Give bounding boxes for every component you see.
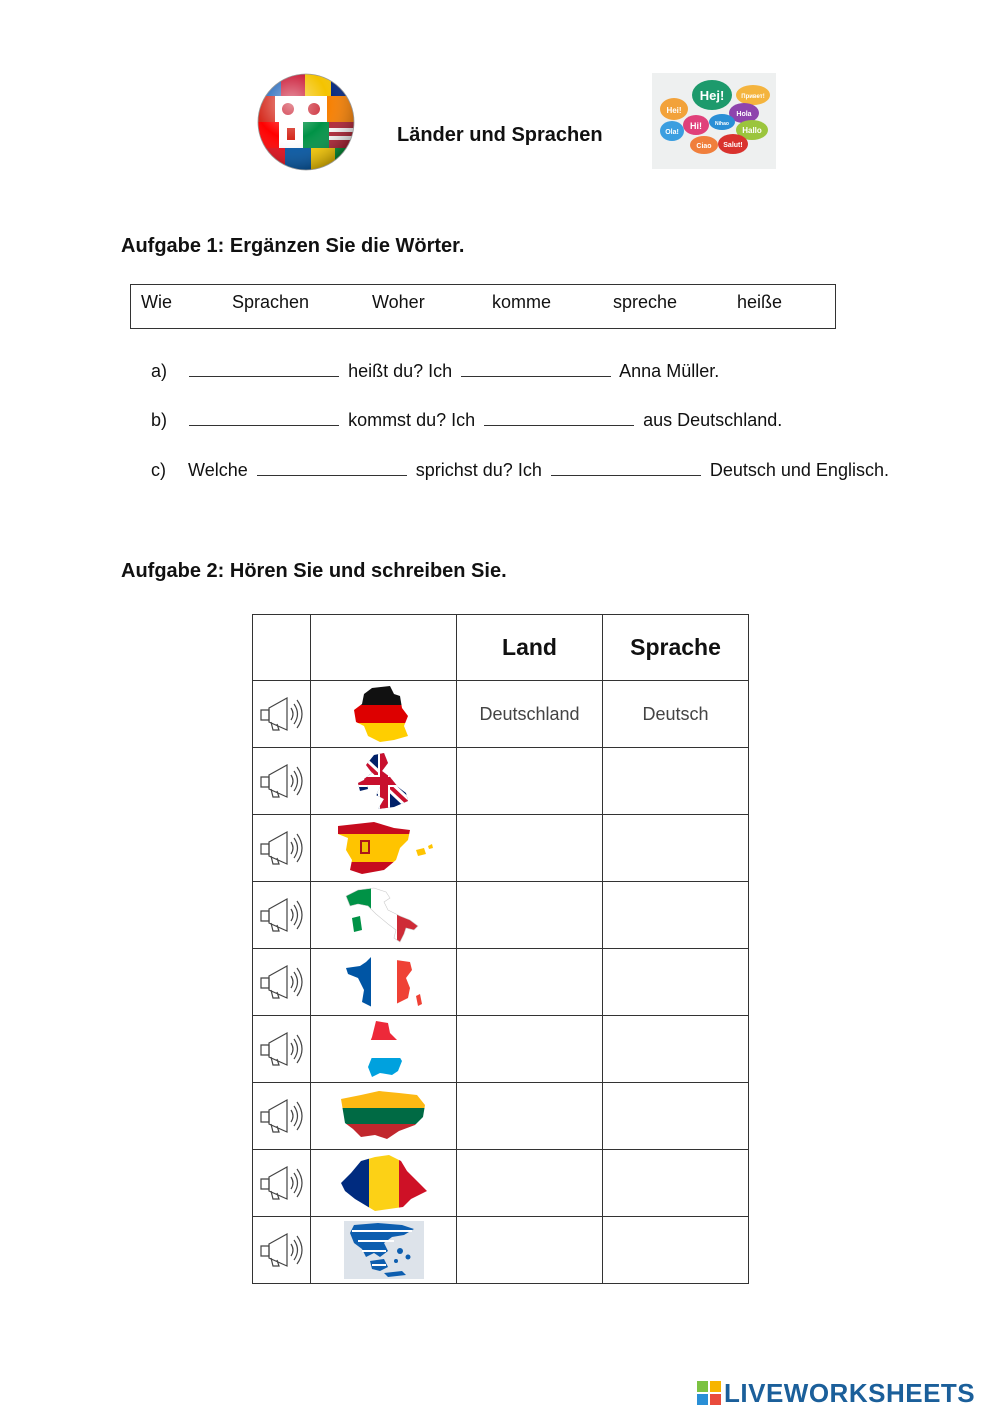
speaker-icon[interactable] xyxy=(253,1150,311,1217)
sentence-text: kommst du? Ich xyxy=(348,410,476,430)
table-row xyxy=(253,748,749,815)
sprache-input[interactable] xyxy=(603,1016,749,1083)
land-input[interactable] xyxy=(457,1083,603,1150)
task2-heading: Aufgabe 2: Hören Sie und schreiben Sie. xyxy=(121,560,507,582)
bubble-word: Привет! xyxy=(741,94,765,100)
speaker-icon[interactable] xyxy=(253,949,311,1016)
table-row xyxy=(253,1150,749,1217)
sentence-label: a) xyxy=(151,361,168,381)
sentence-text: Anna Müller. xyxy=(619,361,720,381)
germany-map-flag-icon xyxy=(311,681,457,748)
sentence-text: Welche xyxy=(188,460,248,480)
land-input[interactable] xyxy=(457,1217,603,1284)
bubble-word: Hola xyxy=(736,111,752,118)
sentence-c xyxy=(151,460,889,481)
word-bank xyxy=(130,284,836,329)
sentence-label: b) xyxy=(151,410,168,430)
table-header-row xyxy=(253,615,749,681)
land-input[interactable] xyxy=(457,1150,603,1217)
land-input[interactable] xyxy=(457,949,603,1016)
land-input[interactable] xyxy=(457,815,603,882)
sentence-text: sprichst du? Ich xyxy=(415,460,542,480)
sentence-b xyxy=(151,410,782,431)
greece-map-flag-icon xyxy=(311,1217,457,1284)
blank-input[interactable] xyxy=(189,411,339,426)
header-cell-flag xyxy=(311,615,457,681)
task1-heading: Aufgabe 1: Ergänzen Sie die Wörter. xyxy=(121,235,465,257)
sentence-a xyxy=(151,361,719,382)
table-row xyxy=(253,882,749,949)
listening-table xyxy=(252,614,749,1284)
speaker-icon[interactable] xyxy=(253,748,311,815)
table-row xyxy=(253,1016,749,1083)
blank-input[interactable] xyxy=(189,362,339,377)
sentence-text: aus Deutschland. xyxy=(643,410,783,430)
header-cell-land: Land xyxy=(457,615,603,681)
bubble-word: Ola! xyxy=(665,129,679,136)
spain-map-flag-icon xyxy=(311,815,457,882)
flag-globe-icon xyxy=(255,72,357,172)
speaker-icon[interactable] xyxy=(253,1217,311,1284)
lithuania-map-flag-icon xyxy=(311,1083,457,1150)
sprache-input[interactable] xyxy=(603,1083,749,1150)
sprache-input[interactable] xyxy=(603,882,749,949)
land-input[interactable] xyxy=(457,1016,603,1083)
sprache-input[interactable]: Deutsch xyxy=(603,681,749,748)
liveworksheets-logo xyxy=(697,1378,975,1409)
header-cell-sprache: Sprache xyxy=(603,615,749,681)
word-bank-item[interactable]: Woher xyxy=(372,292,425,312)
romania-map-flag-icon xyxy=(311,1150,457,1217)
blank-input[interactable] xyxy=(551,461,701,476)
speaker-icon[interactable] xyxy=(253,882,311,949)
speaker-icon[interactable] xyxy=(253,681,311,748)
bubble-word: Salut! xyxy=(723,142,743,149)
word-bank-item[interactable]: heiße xyxy=(737,292,783,312)
speaker-icon[interactable] xyxy=(253,1083,311,1150)
word-bank-item[interactable]: komme xyxy=(492,292,552,312)
land-input[interactable]: Deutschland xyxy=(457,681,603,748)
word-bank-item[interactable]: Wie xyxy=(141,292,172,312)
blank-input[interactable] xyxy=(257,461,407,476)
land-input[interactable] xyxy=(457,748,603,815)
sprache-input[interactable] xyxy=(603,1217,749,1284)
word-bank-item[interactable]: spreche xyxy=(613,292,678,312)
france-map-flag-icon xyxy=(311,949,457,1016)
liveworksheets-mark-icon xyxy=(697,1381,721,1405)
sentence-text: Deutsch und Englisch. xyxy=(709,460,889,480)
table-row xyxy=(253,949,749,1016)
table-row xyxy=(253,815,749,882)
brand-text: LIVEWORKSHEETS xyxy=(724,1378,976,1408)
table-row xyxy=(253,1217,749,1284)
sentence-label: c) xyxy=(151,460,166,480)
bubble-word: Hei! xyxy=(666,106,682,115)
sprache-input[interactable] xyxy=(603,748,749,815)
luxembourg-map-flag-icon xyxy=(311,1016,457,1083)
table-row xyxy=(253,681,749,748)
header-cell-audio xyxy=(253,615,311,681)
sentence-text: heißt du? Ich xyxy=(348,361,453,381)
speaker-icon[interactable] xyxy=(253,1016,311,1083)
italy-map-flag-icon xyxy=(311,882,457,949)
speaker-icon[interactable] xyxy=(253,815,311,882)
table-row xyxy=(253,1083,749,1150)
land-input[interactable] xyxy=(457,882,603,949)
blank-input[interactable] xyxy=(461,362,611,377)
sprache-input[interactable] xyxy=(603,815,749,882)
bubble-word: Hallo xyxy=(742,126,762,135)
uk-map-flag-icon xyxy=(311,748,457,815)
bubble-word: Nihao xyxy=(715,121,729,127)
word-bank-item[interactable]: Sprachen xyxy=(232,292,310,312)
bubble-word: Hej! xyxy=(699,88,725,103)
sprache-input[interactable] xyxy=(603,949,749,1016)
speech-bubbles-icon xyxy=(652,73,776,169)
bubble-word: Hi! xyxy=(690,121,702,131)
blank-input[interactable] xyxy=(484,411,634,426)
bubble-word: Ciao xyxy=(696,143,712,150)
page-title: Länder und Sprachen xyxy=(397,124,603,146)
sprache-input[interactable] xyxy=(603,1150,749,1217)
